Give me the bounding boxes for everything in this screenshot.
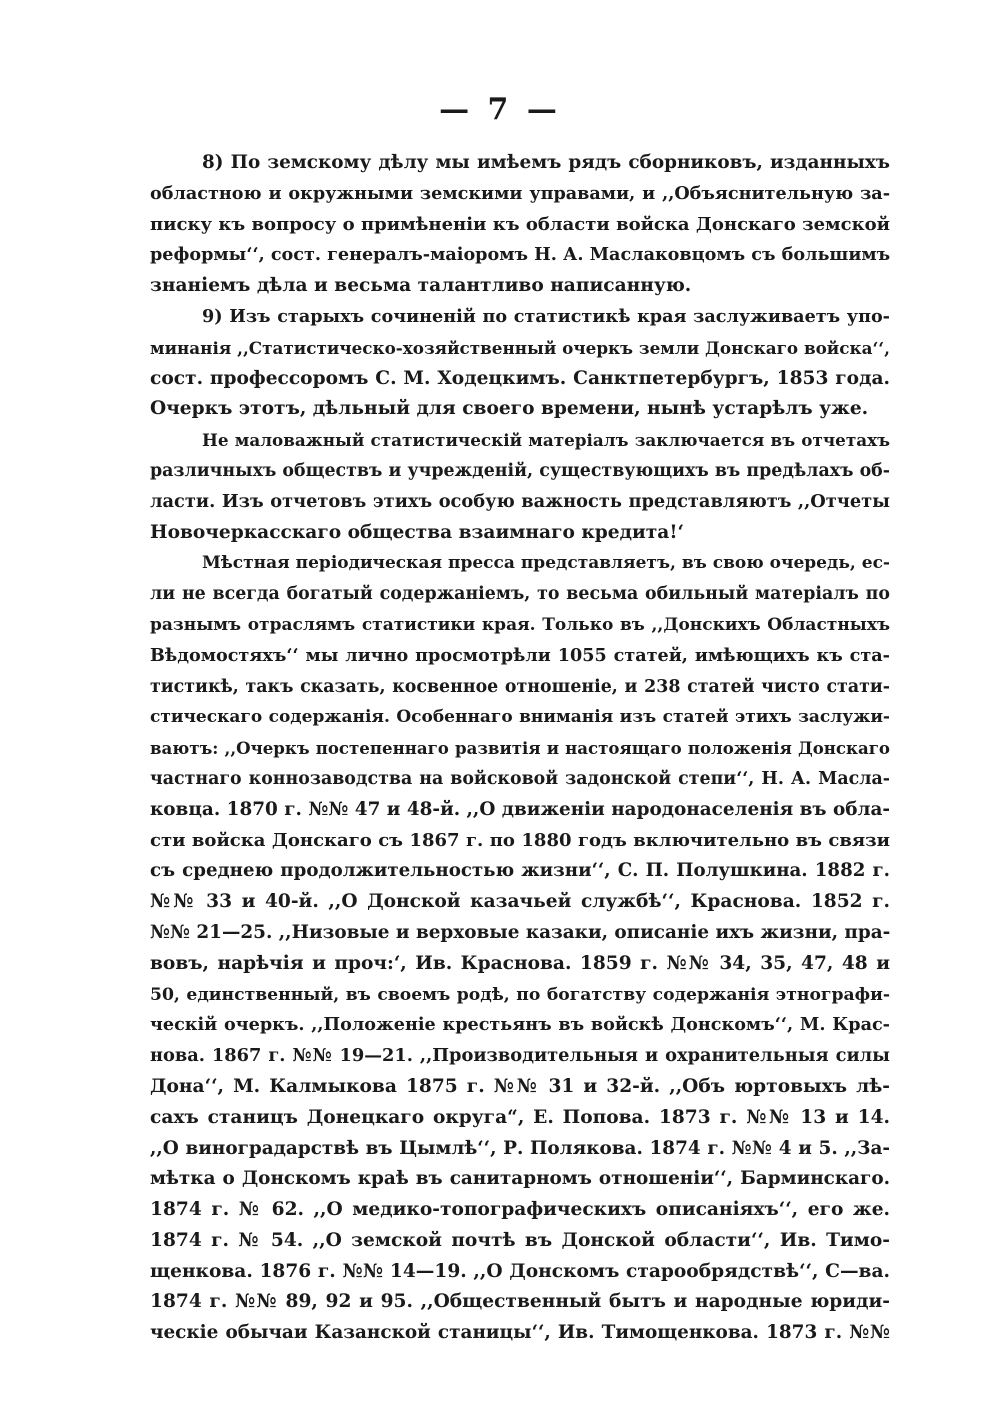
text-line: тистикѣ, такъ сказать, косвенное отношеніе, и 238 статей чисто стати- [150, 676, 890, 697]
text-line: ли не всегда богатый содержаніемъ, то весьма обильный матеріалъ по [150, 584, 890, 605]
text-line: ческій очеркъ. ,,Положеніе крестьянъ въ войскѣ Донскомъ‘‘, М. Крас- [150, 1014, 890, 1036]
text-line: №№ 33 и 40-й. ,,О Донской казачьей службѣ‘‘, Краснова. 1852 г. [150, 891, 890, 913]
text-line: стическаго содержанія. Особеннаго вниманія изъ статей этихъ заслужи- [150, 707, 890, 728]
text-line: ковца. 1870 г. №№ 47 и 48-й. ,,О движеніи народонаселенія въ обла- [150, 798, 890, 820]
text-line: Мѣстная періодическая пресса представляетъ, въ свою очередь, ес- [202, 553, 890, 574]
text-line: частнаго коннозаводства на войсковой задонской степи‘‘, Н. А. Масла- [150, 768, 890, 789]
text-body [150, 148, 890, 1349]
text-line: разнымъ отраслямъ статистики края. Только въ ,,Донскихъ Областныхъ [150, 614, 890, 635]
text-line: вовъ, нарѣчія и проч:‘, Ив. Краснова. 1859 г. №№ 34, 35, 47, 48 и [150, 952, 890, 974]
text-line: 8) По земскому дѣлу мы имѣемъ рядъ сборниковъ, изданныхъ [202, 152, 890, 173]
text-line: съ среднею продолжительностью жизни‘‘, С. П. Полушкина. 1882 г. [150, 860, 890, 882]
text-line: нова. 1867 г. №№ 19—21. ,,Производительныя и охранительныя силы [150, 1045, 890, 1067]
text-line: Очеркъ этотъ, дѣльный для своего времени, нынѣ устарѣлъ уже. [150, 398, 869, 420]
text-line: Не маловажный статистическій матеріалъ заключается въ отчетахъ [202, 430, 890, 451]
text-line: щенкова. 1876 г. №№ 14—19. ,,О Донскомъ старообрядствѣ‘‘, С—ва. [150, 1260, 890, 1282]
text-line: реформы‘‘, сост. генералъ-маіоромъ Н. А. Маслаковцомъ съ большимъ [150, 244, 891, 266]
text-line: мѣтка о Донскомъ краѣ въ санитарномъ отношеніи‘‘, Барминскаго. [150, 1168, 890, 1190]
text-line: знаніемъ дѣла и весьма талантливо написанную. [150, 275, 692, 297]
text-line: минанія ,,Статистическо-хозяйственный очеркъ земли Донскаго войска‘‘, [150, 337, 890, 358]
text-line: ласти. Изъ отчетовъ этихъ особую важность представляютъ ,,Отчеты [150, 490, 890, 512]
text-line: ,,О виноградарствѣ въ Цымлѣ‘‘, Р. Полякова. 1874 г. №№ 4 и 5. ,,За- [150, 1137, 890, 1159]
text-line: различныхъ обществъ и учрежденій, существующихъ въ предѣлахъ об- [150, 460, 890, 481]
page-number: — 7 — [439, 92, 561, 127]
text-line: 1874 г. № 62. ,,О медико-топографическихъ описаніяхъ‘‘, его же. [150, 1199, 890, 1221]
text-line: 9) Изъ старыхъ сочиненій по статистикѣ края заслуживаетъ упо- [202, 305, 890, 327]
text-line: №№ 21—25. ,,Низовые и верховые казаки, описаніе ихъ жизни, пра- [150, 921, 891, 943]
text-line: сост. профессоромъ С. М. Ходецкимъ. Санктпетербургъ, 1853 года. [150, 367, 890, 389]
text-line: ческіе обычаи Казанской станицы‘‘, Ив. Тимощенкова. 1873 г. №№ [150, 1322, 890, 1344]
text-line: ваютъ: ,,Очеркъ постепеннаго развитія и настоящаго положенія Донскаго [150, 738, 890, 759]
text-line: сахъ станицъ Донецкаго округа“, Е. Попова. 1873 г. №№ 13 и 14. [150, 1106, 890, 1128]
text-line: 50, единственный, въ своемъ родѣ, по богатству содержанія этнографи- [150, 984, 890, 1005]
text-line: 1874 г. №№ 89, 92 и 95. ,,Общественный бытъ и народные юриди- [150, 1291, 890, 1313]
text-line: Новочеркасскаго общества взаимнаго кредита!‘ [150, 521, 684, 543]
text-line: писку къ вопросу о примѣненіи къ области войска Донскаго земской [150, 213, 890, 235]
text-line: сти войска Донскаго съ 1867 г. по 1880 годъ включительно въ связи [150, 829, 890, 851]
text-line: Вѣдомостяхъ‘‘ мы лично просмотрѣли 1055 статей, имѣющихъ къ ста- [150, 644, 890, 666]
text-line: 1874 г. № 54. ,,О земской почтѣ въ Донской области‘‘, Ив. Тимо- [150, 1229, 890, 1251]
text-line: областною и окружными земскими управами, и ,,Объяснительную за- [150, 182, 890, 204]
text-line: Дона‘‘, М. Калмыкова 1875 г. №№ 31 и 32-й. ,,Объ юртовыхъ лѣ- [150, 1075, 890, 1097]
